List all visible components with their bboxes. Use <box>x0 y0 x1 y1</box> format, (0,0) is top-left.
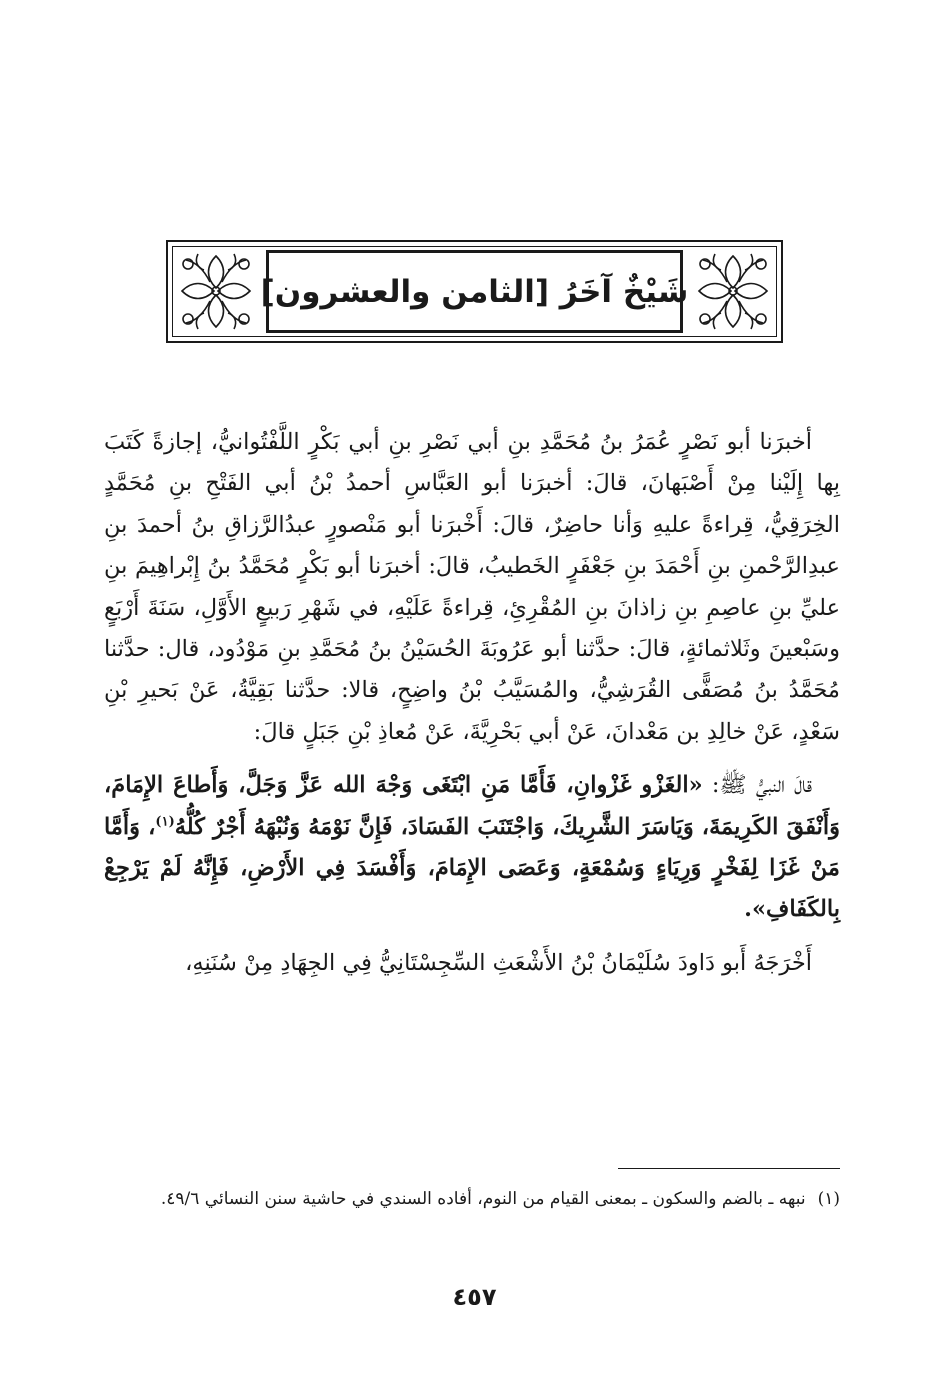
footnote-text: نبهه ـ بالضم والسكون ـ بمعنى القيام من النوم، أفاده السندي في حاشية سنن النسائي ٤٩/٦. <box>160 1189 806 1209</box>
arabesque-floral-ornament-icon <box>176 250 256 333</box>
chapter-title-box <box>260 250 689 333</box>
footnote-number: (١) <box>817 1189 840 1209</box>
page-number: ٤٥٧ <box>452 1283 497 1311</box>
chapter-title: شَيْخٌ آخَرُ [الثامن والعشرون] <box>260 273 689 310</box>
hadith-quote-part-2: ، وَأَمَّا مَنْ غَزَا لِفَخْرٍ وَرِيَاءٍ وَسُمْعَةٍ، وَعَصَى الإِمَامَ، وَأَفْسَدَ فِي الأَرْضِ، فَإِنَّهُ لَمْ يَرْجِعْ بِالكَفَافِ». <box>104 813 840 923</box>
chapter-title-frame <box>166 240 783 343</box>
takhrij-paragraph: أَخْرَجَهُ أَبو دَاودَ سُلَيْمَانُ بْنُ الأَشْعَثِ السِّجِسْتَانِيُّ فِي الجِهَادِ مِنْ سُنَنِهِ، <box>185 949 812 976</box>
footnote-reference[interactable]: (١) <box>155 814 175 830</box>
arabesque-floral-ornament-icon <box>693 250 773 333</box>
footnote-item <box>104 1182 840 1216</box>
main-text <box>104 422 840 984</box>
hadith-paragraph <box>104 765 840 931</box>
footnote-separator <box>618 1168 840 1169</box>
hadith-lead: قالَ النبيُّ ﷺ: <box>702 772 812 799</box>
footnotes <box>104 1182 840 1216</box>
isnad-paragraph: أخبرَنا أبو نَصْرٍ عُمَرُ بنُ مُحَمَّدِ بنِ أبي نَصْرِ بنِ أبي بَكْرٍ اللَّفْتُوانيُّ، إجازةً كَتَبَ بِها إِلَيْنا مِنْ أَصْبَهانَ، قالَ: أخبرَنا أبو العَبَّاسِ أحمدُ بْنُ أبي الفَتْحِ بنِ مُحَمَّدٍ الخِرَقِيُّ، قِراءةً عليهِ وَأنا حاضِرٌ، قالَ: أَخْبرَنا أبو مَنْصورٍ عبدُالرَّزاقِ بنُ أحمدَ بنِ عبدِالرَّحْمنِ بنِ أَحْمَدَ بنِ جَعْفَرٍ الخَطيبُ، قالَ: أخبرَنا أبو بَكْرٍ مُحَمَّدُ بنُ إِبْراهِيمَ بنِ عليِّ بنِ عاصِمِ بنِ زاذانَ بنِ المُقْرِئِ، قِراءةً عَلَيْهِ، في شَهْرِ رَبيعٍ الأَوَّلِ، سَنَةَ أَرْبَعٍ وسَبْعينَ وثَلاثمائةٍ، قالَ: حدَّثنا أبو عَرُوبَةَ الحُسَيْنُ بنُ مُحَمَّدِ بنِ مَوْدُود، قال: حدَّثنا مُحَمَّدُ بنُ مُصَفًّى القُرَشِيُّ، والمُسَيَّبُ بْنُ واضِحٍ، قالا: حدَّثنا بَقِيَّةُ، عَنْ بَحيرِ بْنِ سَعْدٍ، عَنْ خالِدِ بن مَعْدانَ، عَنْ أبي بَحْرِيَّةَ، عَنْ مُعاذِ بْنِ جَبَلٍ قالَ: <box>104 429 840 745</box>
hadith-quote-part-1: «الغَزْو غَزْوانِ، فَأَمَّا مَنِ ابْتَغَى وَجْهَ الله عَزَّ وَجَلَّ، وَأَطاعَ الإِمَامَ، وَأَنْفَقَ الكَرِيمَةَ، وَيَاسَرَ الشَّرِيكَ، وَاجْتَنَبَ الفَسَادَ، فَإِنَّ نَوْمَهُ وَنُبْهَهُ أَجْرٌ كُلُّهُ <box>104 772 840 840</box>
